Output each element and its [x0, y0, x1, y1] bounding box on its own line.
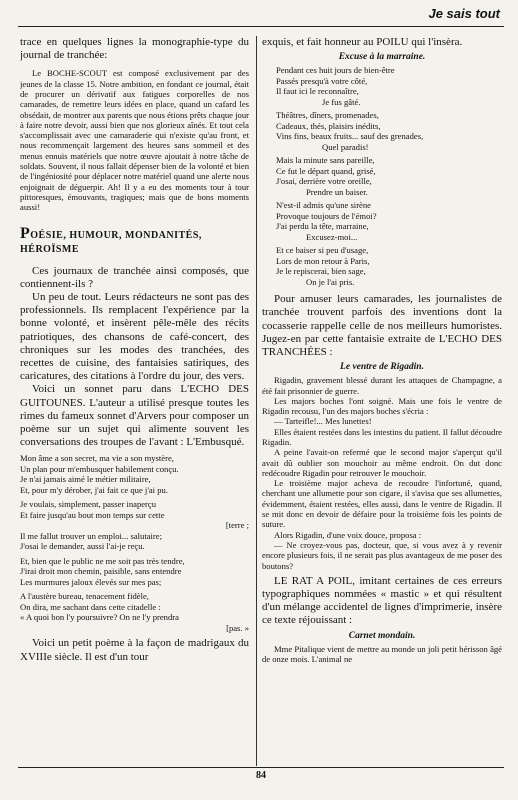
poem-line: J'osai, derrière votre oreille,: [276, 176, 372, 187]
paragraph-sonnet-intro: Voici un sonnet paru dans L'ECHO DES GUITOUNES. L'auteur a utilisé presque toutes les rimes du fameux sonnet d'Arvers pour composer un poème sur un sujet qui alimente souvent les conversations des troupes de l'avant : L'Embusqué.: [20, 383, 249, 449]
poem-marraine: [262, 65, 502, 287]
poem-title: Excuse à la marraine.: [338, 52, 426, 63]
sonnet-line: Et, bien que le public ne me soit pas très tendre,: [20, 555, 185, 566]
sonnet-line: On dira, me sachant dans cette citadelle :: [20, 601, 161, 612]
poem-line: Provoque toujours de l'émoi?: [276, 210, 377, 221]
story-title: Le ventre de Rigadin.: [340, 362, 424, 373]
sonnet-embusque: [20, 453, 249, 633]
poem-line: Quel paradis!: [322, 141, 369, 152]
sonnet-line: « A quoi bon l'y poursuivre? On ne l'y prendra: [20, 612, 179, 623]
sonnet-line: [terre ;: [225, 520, 249, 531]
column-divider: [256, 36, 257, 766]
sonnet-line: Je voulais, simplement, passer inaperçu: [20, 499, 157, 510]
page-header: [18, 6, 504, 27]
poem-line: Pendant ces huit jours de bien-être: [276, 65, 395, 76]
poem-line: Je le repiscerai, bien sage,: [276, 266, 366, 277]
sonnet-line: Je n'ai jamais aimé le métier militaire,: [20, 474, 151, 485]
story-paragraph: — Tarteifle!... Mes lunettes!: [274, 416, 372, 427]
story-paragraph: Alors Rigadin, d'une voix douce, proposa :: [274, 529, 422, 540]
poem-line: Passés presqu'à votre côté,: [276, 75, 368, 86]
sonnet-line: J'irai droit mon chemin, paisible, sans entendre: [20, 566, 182, 577]
poem-line: Théâtres, dîners, promenades,: [276, 110, 379, 121]
paragraph-rat-a-poil: LE RAT A POIL, imitant certaines de ces erreurs typographiques nommées « mastic » et qui résultent d'un mélange accidentel de lignes d'imprimerie, insère ce texte réjouissant :: [262, 574, 502, 627]
sonnet-line: Et, pour m'y dérober, j'ai fait ce que j'ai pu.: [20, 484, 168, 495]
section-heading-initial: P: [20, 224, 31, 242]
sonnet-line: [pas. »: [226, 622, 249, 633]
poem-line: J'ai perdu la tête, marraine,: [276, 221, 369, 232]
page-footer: [18, 767, 504, 784]
boche-scout-quote: Le BOCHE-SCOUT est composé exclusivement par des jeunes de la classe 15. Notre ambition, en fondant ce journal, était de procurer un dérivatif aux fatigues corporelles de nos camarades, de remettre leurs idées en place, quand un cafard les obsédait, de montrer aux parents que nous étions prêts chaque jour à faire notre devoir, aussi bien que nos glorieux aînés. Et tout cela s'accomplissait avec une camaraderie qui n'existe qu'au front, et nous recommençait largement des heures sans sommeil et des menus ennuis matériels que notre œuvre ajoutait à notre tâche de soldats. Souvent, il nous fallait dépenser bien de la volonté et bien de l'ingéniosité pour déplacer notre matériel quand une alerte nous enjoignait de déguerpir. Ah! Il y a eu des moments tour à tour pittoresques, émouvants, tragiques; mais que de bons moments aussi!: [20, 68, 249, 213]
sonnet-line: Un plan pour m'embusquer habilement conçu.: [20, 463, 179, 474]
story-paragraph: — Ne croyez-vous pas, docteur, que, si vous avez à y revenir encore plusieurs fois, il ne serait pas plus avantageux de me poser des boutons?: [262, 539, 502, 571]
story-rigadin: [262, 375, 502, 571]
left-column: [20, 36, 249, 766]
sonnet-line: Et faire jusqu'au bout mon temps sur cette: [20, 509, 165, 520]
poem-line: Lors de mon retour à Paris,: [276, 255, 370, 266]
poem-line: On je l'ai pris.: [306, 276, 355, 287]
story-paragraph: Elles étaient restées dans les intestins du patient. Il fallut découdre Rigadin.: [262, 426, 502, 447]
poem-line: Mais la minute sans pareille,: [276, 155, 375, 166]
paragraph-question: Ces journaux de tranchée ainsi composés, que contiennent-ils ?: [20, 264, 249, 290]
carnet-paragraph: Mme Pitalique vient de mettre au monde un joli petit hérisson âgé de onze mois. L'animal ne: [262, 643, 502, 664]
story-paragraph: Le troisième major acheva de recoudre l'infortuné, quand, cherchant une allumette pour son cigare, il s'avisa que ses allumettes, évidemment, étaient restées, elles aussi, dans le ventre de Rigadin. Il se mit donc en devoir de défaire pour la troisième fois les points de suture.: [262, 478, 502, 530]
story-paragraph: Rigadin, gravement blessé durant les attaques de Champagne, a été fait prisonnier de guerre.: [262, 375, 502, 396]
sonnet-line: J'osai le demander, aussi l'ai-je reçu.: [20, 541, 145, 552]
paragraph-humoristes: Pour amuser leurs camarades, les journalistes de tranchée trouvent parfois des inventions dont la cocasserie rappelle celle de nos meilleurs humoristes. Jugez-en par cette fantaisie extraite de L'ECHO DES TRANCHÉES :: [262, 293, 502, 359]
poem-line: Vins fins, beaux fruits... sauf des grenades,: [276, 131, 424, 142]
poem-line: Ce fut le départ quand, grisé,: [276, 165, 376, 176]
continuation-paragraph: exquis, et fait honneur au POILU qui l'insèra.: [262, 36, 463, 48]
section-heading: [20, 224, 249, 257]
page-number: 84: [256, 770, 266, 781]
sonnet-line: A l'austère bureau, tenacement fidèle,: [20, 591, 149, 602]
carnet-title: Carnet mondain.: [348, 630, 416, 641]
poem-line: Cadeaux, thés, plaisirs inédits,: [276, 120, 381, 131]
poem-line: Prendre un baiser.: [306, 186, 368, 197]
poem-line: Et ce baiser si peu d'usage,: [276, 245, 369, 256]
sonnet-line: Mon âme a son secret, ma vie a son mystère,: [20, 453, 174, 464]
right-column: [262, 36, 502, 766]
story-paragraph: A peine l'avait-on refermé que le second major s'aperçut qu'il avait dû oublier son mouchoir au même endroit. On dut donc redécoudre Rigadin pour retrouver le mouchoir.: [262, 447, 502, 478]
poem-line: Je fus gâté.: [322, 96, 361, 107]
story-paragraph: Les majors boches l'ont soigné. Mais une fois le ventre de Rigadin recousu, l'un des majors boches s'écria :: [262, 395, 502, 417]
intro-paragraph: trace en quelques lignes la monographie-type du journal de tranchée:: [20, 36, 249, 62]
poem-line: Il faut ici le reconnaître,: [276, 86, 359, 97]
paragraph-madrigal: Voici un petit poème à la façon de madrigaux du XVIIIe siècle. Il est d'un tour: [20, 637, 249, 663]
section-heading-text: OÉSIE, HUMOUR, MONDANITÉS, HÉROÏSME: [20, 229, 202, 255]
poem-line: N'est-il admis qu'une sirène: [276, 200, 371, 211]
paragraph-contents: Un peu de tout. Leurs rédacteurs ne sont pas des professionnels. Ils remplacent l'expérience par la bonne volonté, et insèrent pêle-mêle des récits patriotiques, des chansons de café-concert, des chroniques sur les modes des tranchées, des recettes de cuisine, des fantaisies satiriques, des caricatures, des citations à l'ordre du jour, des vers.: [20, 290, 249, 383]
poem-line: Excusez-moi...: [306, 231, 358, 242]
magazine-title: Je sais tout: [428, 6, 500, 21]
sonnet-line: Les murmures jaloux élevés sur mes pas;: [20, 576, 162, 587]
sonnet-line: Il me fallut trouver un emploi... salutaire;: [20, 530, 162, 541]
